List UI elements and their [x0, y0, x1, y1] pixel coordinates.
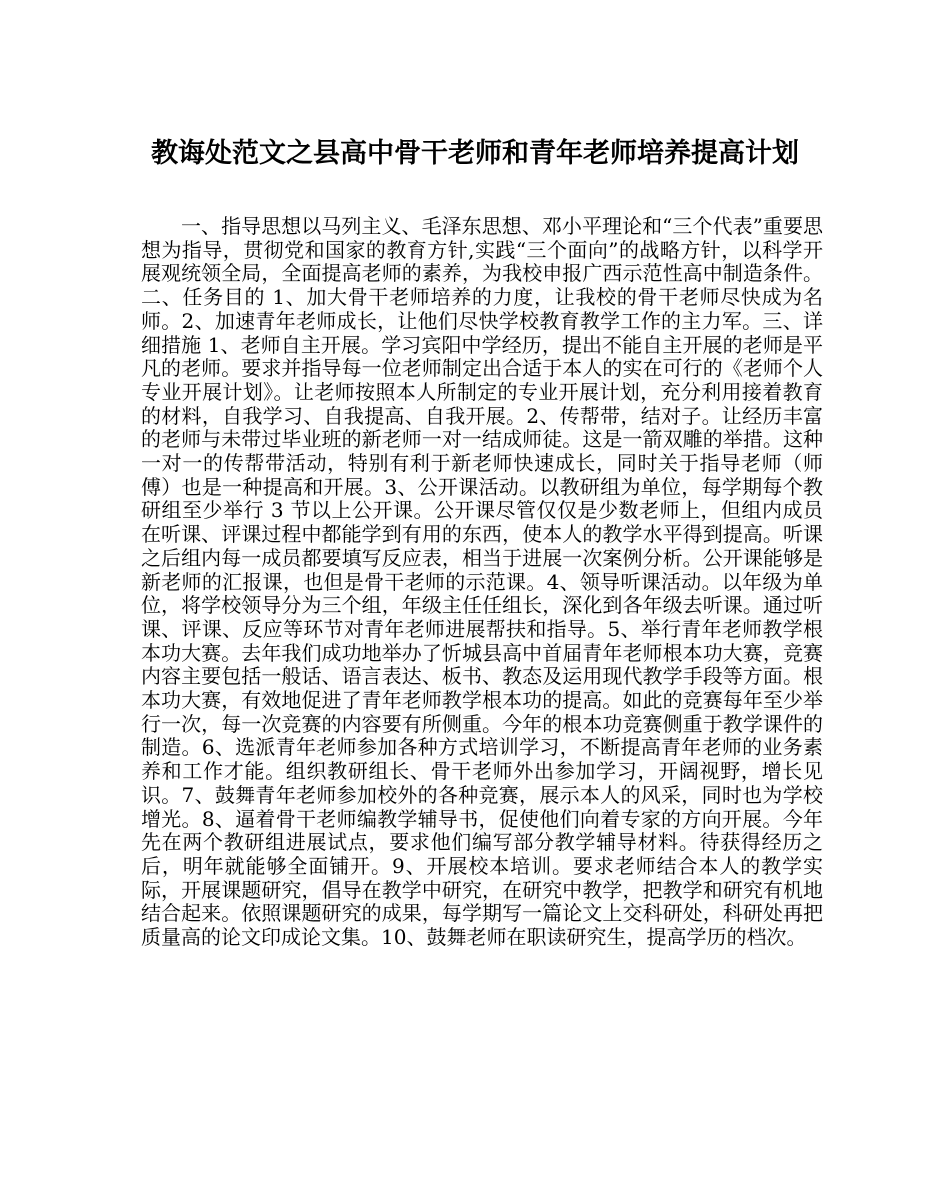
document-title: 教诲处范文之县高中骨干老师和青年老师培养提高计划	[151, 138, 799, 169]
document-body-paragraph: 一、指导思想以马列主义、毛泽东思想、邓小平理论和“三个代表”重要思想为指导，贯彻党和国家的教育方针,实践“三个面向”的战略方针，以科学开展观统领全局，全面提高老师的素养，为我校申报广西示范性高中制造条件。二、任务目的 1、加大骨干老师培养的力度，让我校的骨干老师尽快成为名师。2、加速青年老师成长，让他们尽快学校教育教学工作的主力军。三、详细措施 1、老师自主开展。学习宾阳中学经历，提出不能自主开展的老师是平凡的老师。要求并指导每一位老师制定出合适于本人的实在可行的《老师个人专业开展计划》。让老师按照本人所制定的专业开展计划，充分利用接着教育的材料，自我学习、自我提高、自我开展。2、传帮带，结对子。让经历丰富的老师与未带过毕业班的新老师一对一结成师徒。这是一箭双雕的举措。这种一对一的传帮带活动，特别有利于新老师快速成长，同时关于指导老师（师傅）也是一种提高和开展。3、公开课活动。以教研组为单位，每学期每个教研组至少举行 3 节以上公开课。公开课尽管仅仅是少数老师上，但组内成员在听课、评课过程中都能学到有用的东西，使本人的教学水平得到提高。听课之后组内每一成员都要填写反应表，相当于进展一次案例分析。公开课能够是新老师的汇报课，也但是骨干老师的示范课。4、领导听课活动。以年级为单位，将学校领导分为三个组，年级主任任组长，深化到各年级去听课。通过听课、评课、反应等环节对青年老师进展帮扶和指导。5、举行青年老师教学根本功大赛。去年我们成功地举办了忻城县高中首届青年老师根本功大赛，竞赛内容主要包括一般话、语言表达、板书、教态及运用现代教学手段等方面。根本功大赛，有效地促进了青年老师教学根本功的提高。如此的竞赛每年至少举行一次，每一次竞赛的内容要有所侧重。今年的根本功竞赛侧重于教学课件的制造。6、选派青年老师参加各种方式培训学习，不断提高青年老师的业务素养和工作才能。组织教研组长、骨干老师外出参加学习，开阔视野，增长见识。7、鼓舞青年老师参加校外的各种竞赛，展示本人的风采，同时也为学校增光。8、逼着骨干老师编教学辅导书，促使他们向着专家的方向开展。今年先在两个教研组进展试点，要求他们编写部分教学辅导材料。待获得经历之后，明年就能够全面铺开。9、开展校本培训。要求老师结合本人的教学实际，开展课题研究，倡导在教学中研究，在研究中教学，把教学和研究有机地结合起来。依照课题研究的成果，每学期写一篇论文上交科研处，科研处再把质量高的论文印成论文集。10、鼓舞老师在职读研究生，提高学历的档次。	[141, 214, 823, 950]
